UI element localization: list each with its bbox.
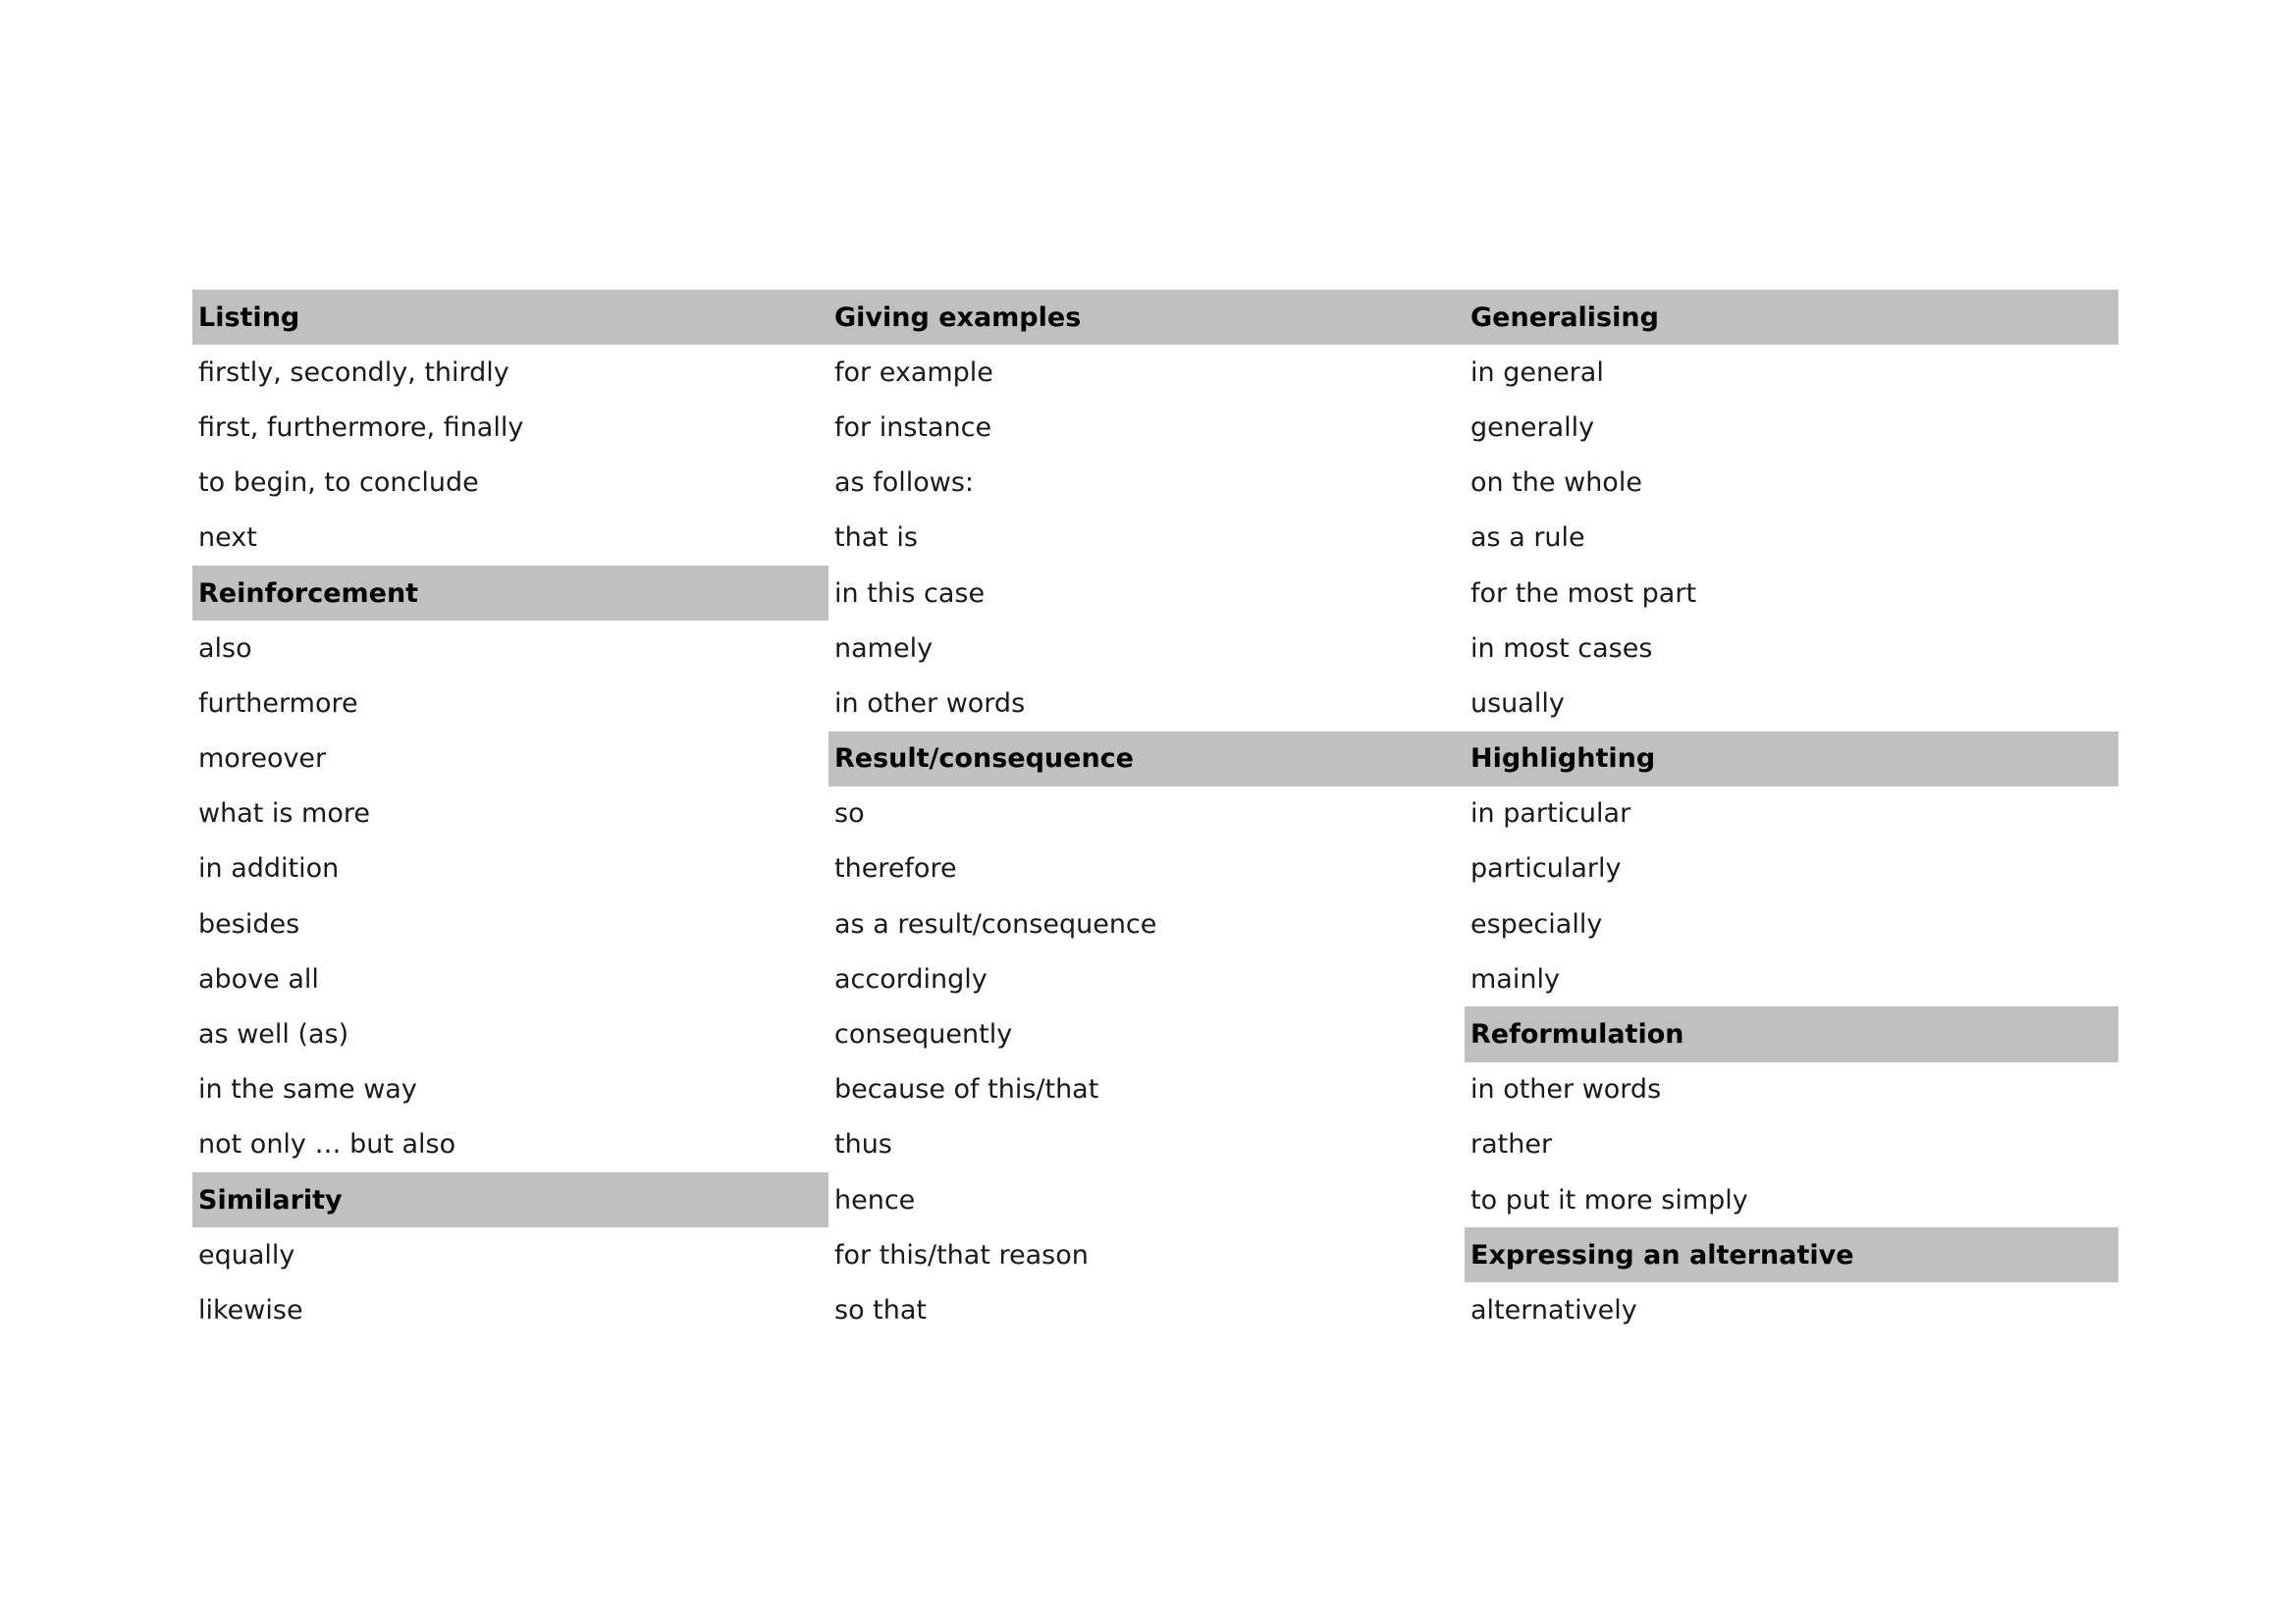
phrase-cell: to begin, to conclude: [198, 467, 479, 499]
phrase-cell: in other words: [1470, 1074, 1662, 1106]
phrase-cell: on the whole: [1470, 467, 1642, 499]
phrase-cell: namely: [834, 632, 934, 664]
phrase-cell: for this/that reason: [834, 1239, 1089, 1271]
phrase-cell: that is: [834, 522, 918, 554]
section-header: Result/consequence: [828, 731, 1465, 786]
section-header: Generalising: [1465, 290, 2118, 345]
phrase-cell: in addition: [198, 853, 340, 885]
section-header: Reformulation: [1465, 1006, 2118, 1061]
phrase-cell: for instance: [834, 411, 992, 443]
phrase-cell: as follows:: [834, 467, 974, 499]
phrase-cell: in most cases: [1470, 632, 1653, 664]
phrase-cell: therefore: [834, 853, 957, 885]
phrase-cell: generally: [1470, 411, 1595, 443]
phrase-cell: above all: [198, 963, 319, 995]
section-header: Highlighting: [1465, 731, 2118, 786]
section-header: Listing: [192, 290, 828, 345]
phrase-cell: as a rule: [1470, 522, 1585, 554]
phrase-cell: next: [198, 522, 257, 554]
phrase-cell: so that: [834, 1294, 927, 1326]
connectives-table: [192, 290, 2118, 1338]
phrase-cell: not only … but also: [198, 1129, 456, 1161]
phrase-cell: firstly, secondly, thirdly: [198, 356, 509, 388]
section-header: Expressing an alternative: [1465, 1227, 2118, 1282]
phrase-cell: what is more: [198, 798, 370, 830]
phrase-cell: for example: [834, 356, 993, 388]
phrase-cell: so: [834, 798, 865, 830]
phrase-cell: hence: [834, 1184, 916, 1216]
phrase-cell: also: [198, 632, 252, 664]
section-header: Giving examples: [828, 290, 1465, 345]
phrase-cell: alternatively: [1470, 1294, 1637, 1326]
phrase-cell: in the same way: [198, 1074, 417, 1106]
phrase-cell: furthermore: [198, 687, 358, 719]
phrase-cell: as a result/consequence: [834, 908, 1157, 940]
phrase-cell: in this case: [834, 577, 986, 609]
phrase-cell: in particular: [1470, 798, 1631, 830]
phrase-cell: as well (as): [198, 1019, 349, 1051]
section-header: Similarity: [192, 1172, 828, 1227]
phrase-cell: likewise: [198, 1294, 303, 1326]
phrase-cell: moreover: [198, 743, 327, 775]
phrase-cell: thus: [834, 1129, 892, 1161]
phrase-cell: besides: [198, 908, 300, 940]
phrase-cell: because of this/that: [834, 1074, 1099, 1106]
phrase-cell: consequently: [834, 1019, 1013, 1051]
phrase-cell: for the most part: [1470, 577, 1697, 609]
phrase-cell: especially: [1470, 908, 1603, 940]
phrase-cell: usually: [1470, 687, 1565, 719]
phrase-cell: in other words: [834, 687, 1026, 719]
phrase-cell: mainly: [1470, 963, 1560, 995]
phrase-cell: first, furthermore, finally: [198, 411, 524, 443]
phrase-cell: to put it more simply: [1470, 1184, 1748, 1216]
phrase-cell: accordingly: [834, 963, 988, 995]
phrase-cell: rather: [1470, 1129, 1553, 1161]
section-header: Reinforcement: [192, 566, 828, 621]
phrase-cell: in general: [1470, 356, 1604, 388]
phrase-cell: particularly: [1470, 853, 1622, 885]
phrase-cell: equally: [198, 1239, 295, 1271]
